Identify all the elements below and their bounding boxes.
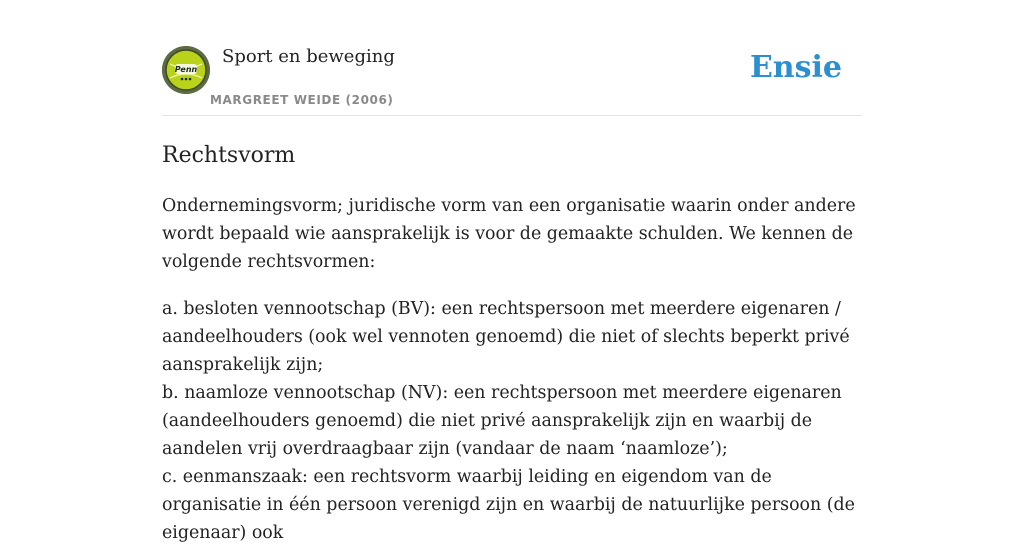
list-item: b. naamloze vennootschap (NV): een rechtspersoon met meerdere eigenaren (aandeelhouders genoemd) die niet privé aansprakelijk zijn en waarbij de aandelen vrij overdraagbaar zijn (vandaar de naam ‘naamloze’); <box>162 383 842 459</box>
list-item: a. besloten vennootschap (BV): een rechtspersoon met meerdere eigenaren / aandeelhouders (ook wel vennoten genoemd) die niet of slechts beperkt privé aansprakelijk zijn; <box>162 299 850 375</box>
list-item: c. eenmanszaak: een rechtsvorm waarbij leiding en eigendom van de organisatie in één persoon verenigd zijn en waarbij de natuurlijke persoon (de eigenaar) ook <box>162 467 855 543</box>
entry-intro: Ondernemingsvorm; juridische vorm van een organisatie waarin onder andere wordt bepaald wie aansprakelijk is voor de gemaakte schulden. We kennen de volgende rechtsvormen: <box>162 196 856 272</box>
ensie-logo-link[interactable]: Ensie <box>749 50 842 85</box>
avatar-text: Penn <box>174 65 198 74</box>
entry-title: Rechtsvorm <box>162 143 296 168</box>
source-title[interactable]: Sport en beweging <box>222 46 395 67</box>
entry-card <box>162 0 862 543</box>
entry-body <box>162 192 862 547</box>
tennis-ball-penn-icon[interactable] <box>162 46 210 94</box>
author-line: MARGREET WEIDE (2006) <box>210 93 394 107</box>
entry-header <box>162 0 862 116</box>
